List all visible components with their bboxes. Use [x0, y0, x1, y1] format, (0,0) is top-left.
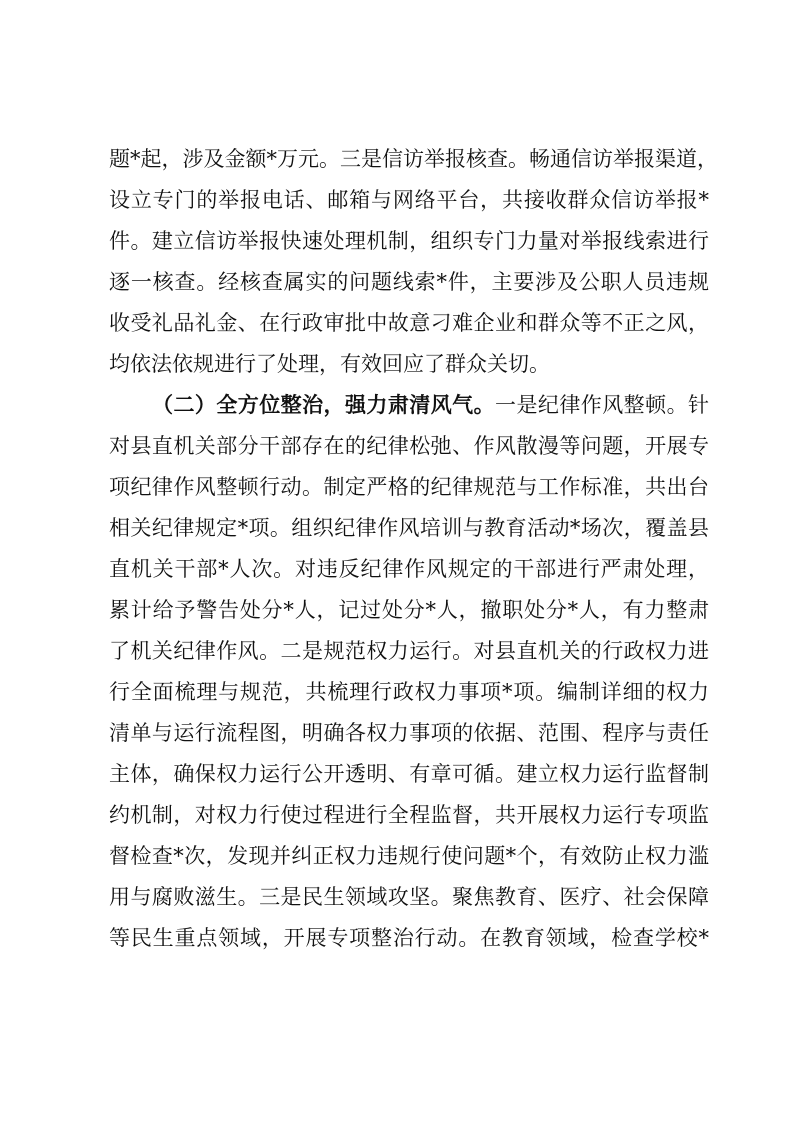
body-line-10: 相关纪律规定*项。组织纪律作风培训与教育活动*场次，覆盖县 [109, 516, 709, 540]
body-line-19: 用与腐败滋生。三是民生领域攻坚。聚焦教育、医疗、社会保障 [109, 885, 709, 909]
body-line-16: 主体，确保权力运行公开透明、有章可循。建立权力运行监督制 [109, 762, 709, 786]
body-line-8: 对县直机关部分干部存在的纪律松弛、作风散漫等问题，开展专 [109, 434, 709, 458]
body-line-18: 督检查*次，发现并纠正权力违规行使问题*个，有效防止权力滥 [109, 844, 709, 868]
body-line-15: 清单与运行流程图，明确各权力事项的依据、范围、程序与责任 [109, 721, 709, 745]
body-line-12: 累计给予警告处分*人，记过处分*人，撤职处分*人，有力整肃 [109, 598, 709, 622]
body-line-17: 约机制，对权力行使过程进行全程监督，共开展权力运行专项监 [109, 803, 709, 827]
body-line-9: 项纪律作风整顿行动。制定严格的纪律规范与工作标准，共出台 [109, 475, 709, 499]
body-line-14: 行全面梳理与规范，共梳理行政权力事项*项。编制详细的权力 [109, 680, 709, 704]
body-line-3: 件。建立信访举报快速处理机制，组织专门力量对举报线索进行 [109, 229, 709, 253]
body-line-20: 等民生重点领域，开展专项整治行动。在教育领域，检查学校* [109, 926, 709, 950]
body-line-2: 设立专门的举报电话、邮箱与网络平台，共接收群众信访举报* [109, 188, 709, 212]
body-line-4: 逐一核查。经核查属实的问题线索*件，主要涉及公职人员违规 [109, 270, 709, 294]
body-line-1: 题*起，涉及金额*万元。三是信访举报核查。畅通信访举报渠道， [109, 147, 718, 171]
body-line-5: 收受礼品礼金、在行政审批中故意刁难企业和群众等不正之风， [109, 311, 709, 335]
body-line-6: 均依法依规进行了处理，有效回应了群众关切。 [109, 352, 550, 376]
section-line [152, 389, 709, 421]
section-heading: （二）全方位整治，强力肃清风气。 [152, 392, 496, 417]
body-line-11: 直机关干部*人次。对违反纪律作风规定的干部进行严肃处理， [109, 557, 709, 581]
section-line-text: 一是纪律作风整顿。针 [495, 393, 710, 417]
body-line-13: 了机关纪律作风。二是规范权力运行。对县直机关的行政权力进 [109, 639, 709, 663]
